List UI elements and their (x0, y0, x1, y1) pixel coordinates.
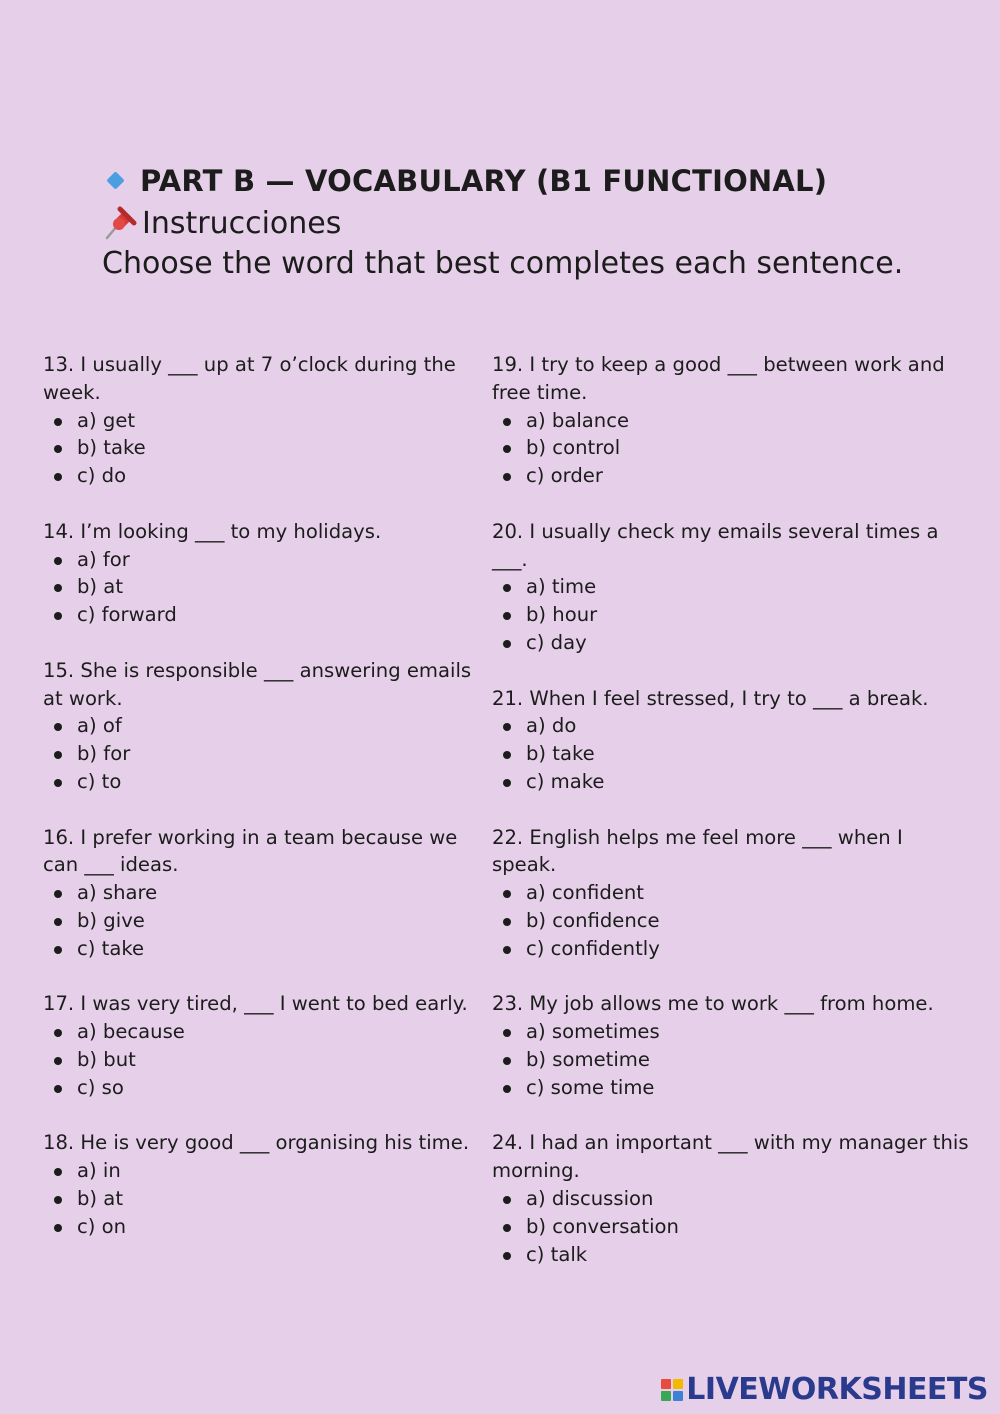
option-list (43, 879, 483, 962)
answer-option[interactable]: a) discussion (492, 1185, 972, 1213)
question-block (43, 518, 483, 629)
question-block (43, 990, 483, 1101)
answer-option[interactable]: b) control (492, 434, 972, 462)
question-block (492, 990, 972, 1101)
answer-option[interactable]: c) confidently (492, 935, 972, 963)
question-text: 20. I usually check my emails several times a ___. (492, 519, 939, 571)
question-text: 14. I’m looking ___ to my holidays. (43, 519, 382, 543)
option-list (492, 573, 972, 656)
answer-option[interactable]: a) do (492, 712, 972, 740)
logo-square (661, 1379, 671, 1389)
answer-option[interactable]: a) time (492, 573, 972, 601)
answer-option[interactable]: c) so (43, 1074, 483, 1102)
question-text: 17. I was very tired, ___ I went to bed early. (43, 992, 468, 1016)
diamond-icon (102, 167, 130, 195)
option-list (492, 1185, 972, 1268)
answer-option[interactable]: b) at (43, 1185, 483, 1213)
answer-option[interactable]: a) for (43, 546, 483, 574)
answer-option[interactable]: c) order (492, 462, 972, 490)
answer-option[interactable]: c) make (492, 768, 972, 796)
question-block (43, 1129, 483, 1240)
option-list (43, 1157, 483, 1240)
logo-square (661, 1391, 671, 1401)
option-list (492, 1018, 972, 1101)
option-list (492, 712, 972, 795)
answer-option[interactable]: b) confidence (492, 907, 972, 935)
worksheet-header (102, 160, 903, 281)
question-text: 18. He is very good ___ organising his time. (43, 1131, 470, 1155)
pushpin-icon (102, 205, 138, 241)
answer-option[interactable]: a) of (43, 712, 483, 740)
question-block (492, 685, 972, 796)
question-block (492, 1129, 972, 1268)
logo-square (673, 1391, 683, 1401)
question-text: 22. English helps me feel more ___ when I speak. (492, 825, 903, 877)
question-text: 13. I usually ___ up at 7 o’clock during the week. (43, 353, 456, 404)
question-text: 16. I prefer working in a team because we can ___ ideas. (43, 825, 458, 877)
answer-option[interactable]: b) conversation (492, 1213, 972, 1241)
question-block (492, 351, 972, 490)
part-title-line (102, 160, 903, 202)
brand-logo (661, 1372, 988, 1407)
brand-name: LIVEWORKSHEETS (686, 1372, 988, 1407)
option-list (43, 407, 483, 490)
answer-option[interactable]: b) for (43, 740, 483, 768)
option-list (492, 407, 972, 490)
question-text: 21. When I feel stressed, I try to ___ a break. (492, 686, 929, 710)
answer-option[interactable]: c) forward (43, 601, 483, 629)
answer-option[interactable]: a) balance (492, 407, 972, 435)
question-block (492, 518, 972, 657)
option-list (492, 879, 972, 962)
brand-logo-grid-icon (661, 1379, 683, 1401)
answer-option[interactable]: a) in (43, 1157, 483, 1185)
question-text: 19. I try to keep a good ___ between work and free time. (492, 353, 945, 404)
instructions-title-line (102, 202, 903, 244)
answer-option[interactable]: b) but (43, 1046, 483, 1074)
logo-square (673, 1379, 683, 1389)
option-list (43, 1018, 483, 1101)
answer-option[interactable]: c) on (43, 1213, 483, 1241)
answer-option[interactable]: c) some time (492, 1074, 972, 1102)
answer-option[interactable]: c) do (43, 462, 483, 490)
answer-option[interactable]: b) take (43, 434, 483, 462)
question-block (43, 824, 483, 963)
answer-option[interactable]: b) take (492, 740, 972, 768)
answer-option[interactable]: a) because (43, 1018, 483, 1046)
answer-option[interactable]: a) confident (492, 879, 972, 907)
answer-option[interactable]: c) talk (492, 1241, 972, 1269)
question-text: 24. I had an important ___ with my manager this morning. (492, 1131, 969, 1183)
instruction-text: Choose the word that best completes each sentence. (102, 246, 904, 281)
question-block (492, 824, 972, 963)
question-block (43, 657, 483, 796)
questions-left-column (43, 351, 483, 1268)
option-list (43, 712, 483, 795)
answer-option[interactable]: b) at (43, 573, 483, 601)
answer-option[interactable]: c) to (43, 768, 483, 796)
option-list (43, 546, 483, 629)
answer-option[interactable]: a) sometimes (492, 1018, 972, 1046)
answer-option[interactable]: c) take (43, 935, 483, 963)
question-block (43, 351, 483, 490)
answer-option[interactable]: a) get (43, 407, 483, 435)
question-text: 15. She is responsible ___ answering emails at work. (43, 658, 472, 710)
questions-right-column (492, 351, 972, 1296)
answer-option[interactable]: b) sometime (492, 1046, 972, 1074)
answer-option[interactable]: a) share (43, 879, 483, 907)
answer-option[interactable]: b) hour (492, 601, 972, 629)
answer-option[interactable]: c) day (492, 629, 972, 657)
question-text: 23. My job allows me to work ___ from home. (492, 992, 934, 1016)
part-title: PART B — VOCABULARY (B1 FUNCTIONAL) (140, 164, 828, 198)
instructions-title: Instrucciones (142, 205, 342, 241)
answer-option[interactable]: b) give (43, 907, 483, 935)
